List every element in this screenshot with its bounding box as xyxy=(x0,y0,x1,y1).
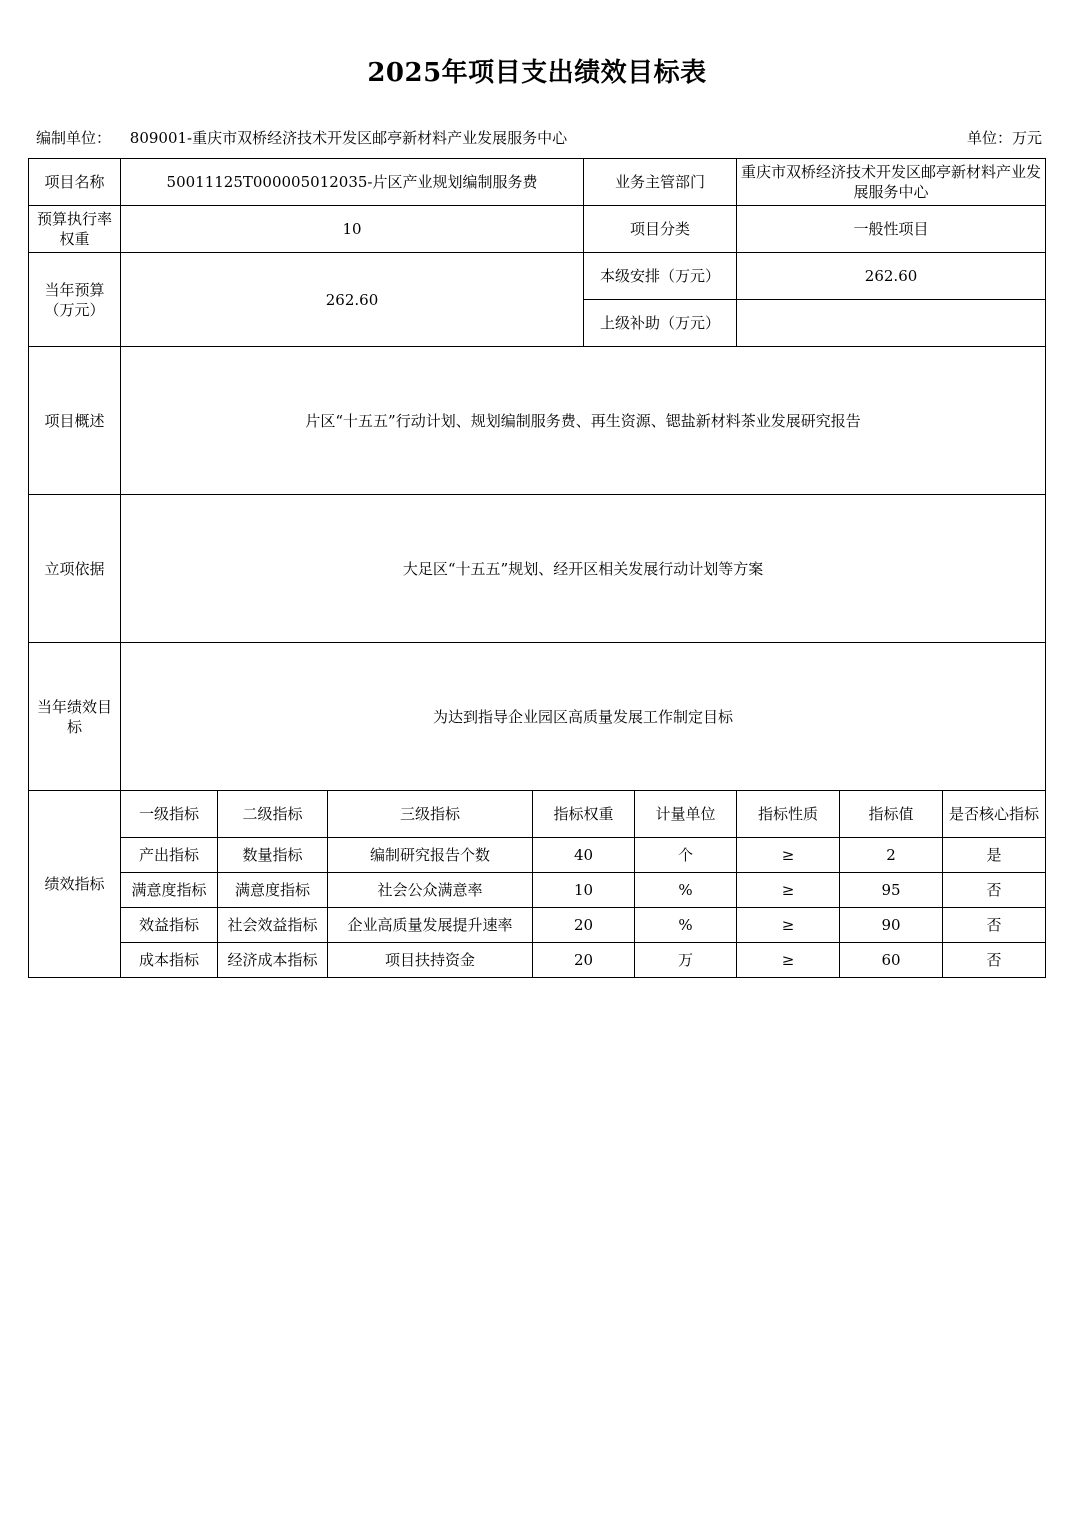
compiling-unit-value: 809001-重庆市双桥经济技术开发区邮亭新材料产业发展服务中心 xyxy=(129,129,568,147)
perf-header-row xyxy=(29,791,1046,838)
table-row xyxy=(29,159,1046,206)
perf-header-weight: 指标权重 xyxy=(533,791,635,838)
perf-level1: 产出指标 xyxy=(121,838,218,873)
currency-unit: 单位：万元 xyxy=(966,129,1042,147)
performance-target-table xyxy=(28,158,1046,978)
perf-level1: 满意度指标 xyxy=(121,873,218,908)
overview: 片区“十五五”行动计划、规划编制服务费、再生资源、锶盐新材料茶业发展研究报告 xyxy=(121,347,1046,495)
perf-value: 95 xyxy=(840,873,943,908)
perf-value: 90 xyxy=(840,908,943,943)
basis-label: 立项依据 xyxy=(29,495,121,643)
table-row xyxy=(29,347,1046,495)
perf-core: 否 xyxy=(943,908,1046,943)
perf-unit: 万 xyxy=(635,943,737,978)
basis: 大足区“十五五”规划、经开区相关发展行动计划等方案 xyxy=(121,495,1046,643)
table-row xyxy=(29,908,1046,943)
perf-header-level3: 三级指标 xyxy=(328,791,533,838)
table-row xyxy=(29,643,1046,791)
category-label: 项目分类 xyxy=(584,206,737,253)
perf-level3: 项目扶持资金 xyxy=(328,943,533,978)
perf-header-unit: 计量单位 xyxy=(635,791,737,838)
project-name: 50011125T000005012035-片区产业规划编制服务费 xyxy=(121,159,584,206)
budget: 262.60 xyxy=(121,253,584,347)
perf-unit: % xyxy=(635,908,737,943)
perf-level2: 社会效益指标 xyxy=(218,908,328,943)
perf-level3: 企业高质量发展提升速率 xyxy=(328,908,533,943)
category: 一般性项目 xyxy=(737,206,1046,253)
perf-level2: 数量指标 xyxy=(218,838,328,873)
perf-level2: 经济成本指标 xyxy=(218,943,328,978)
upper-label: 上级补助（万元） xyxy=(584,300,737,347)
perf-level1: 成本指标 xyxy=(121,943,218,978)
compiling-unit xyxy=(36,127,567,148)
budget-label: 当年预算（万元） xyxy=(29,253,121,347)
table-row xyxy=(29,943,1046,978)
perf-value: 60 xyxy=(840,943,943,978)
perf-header-value: 指标值 xyxy=(840,791,943,838)
perf-weight: 20 xyxy=(533,908,635,943)
perf-weight: 10 xyxy=(533,873,635,908)
project-name-label: 项目名称 xyxy=(29,159,121,206)
goal-label: 当年绩效目标 xyxy=(29,643,121,791)
table-row xyxy=(29,495,1046,643)
perf-nature: ≥ xyxy=(737,838,840,873)
compiling-unit-label: 编制单位： xyxy=(36,129,112,147)
perf-core: 是 xyxy=(943,838,1046,873)
local: 262.60 xyxy=(737,253,1046,300)
local-label: 本级安排（万元） xyxy=(584,253,737,300)
goal: 为达到指导企业园区高质量发展工作制定目标 xyxy=(121,643,1046,791)
perf-header-level1: 一级指标 xyxy=(121,791,218,838)
perf-level2: 满意度指标 xyxy=(218,873,328,908)
perf-weight: 40 xyxy=(533,838,635,873)
perf-nature: ≥ xyxy=(737,908,840,943)
table-row xyxy=(29,253,1046,300)
table-row xyxy=(29,206,1046,253)
overview-label: 项目概述 xyxy=(29,347,121,495)
perf-unit: 个 xyxy=(635,838,737,873)
perf-unit: % xyxy=(635,873,737,908)
table-row xyxy=(29,838,1046,873)
weight: 10 xyxy=(121,206,584,253)
perf-level1: 效益指标 xyxy=(121,908,218,943)
perf-label: 绩效指标 xyxy=(29,791,121,978)
perf-header-core: 是否核心指标 xyxy=(943,791,1046,838)
perf-header-nature: 指标性质 xyxy=(737,791,840,838)
dept-label: 业务主管部门 xyxy=(584,159,737,206)
perf-core: 否 xyxy=(943,873,1046,908)
perf-core: 否 xyxy=(943,943,1046,978)
perf-nature: ≥ xyxy=(737,943,840,978)
perf-header-level2: 二级指标 xyxy=(218,791,328,838)
upper xyxy=(737,300,1046,347)
perf-level3: 编制研究报告个数 xyxy=(328,838,533,873)
table-row xyxy=(29,873,1046,908)
weight-label: 预算执行率权重 xyxy=(29,206,121,253)
perf-nature: ≥ xyxy=(737,873,840,908)
perf-value: 2 xyxy=(840,838,943,873)
perf-weight: 20 xyxy=(533,943,635,978)
page-title: 2025年项目支出绩效目标表 xyxy=(367,58,707,88)
dept: 重庆市双桥经济技术开发区邮亭新材料产业发展服务中心 xyxy=(737,159,1046,206)
perf-level3: 社会公众满意率 xyxy=(328,873,533,908)
